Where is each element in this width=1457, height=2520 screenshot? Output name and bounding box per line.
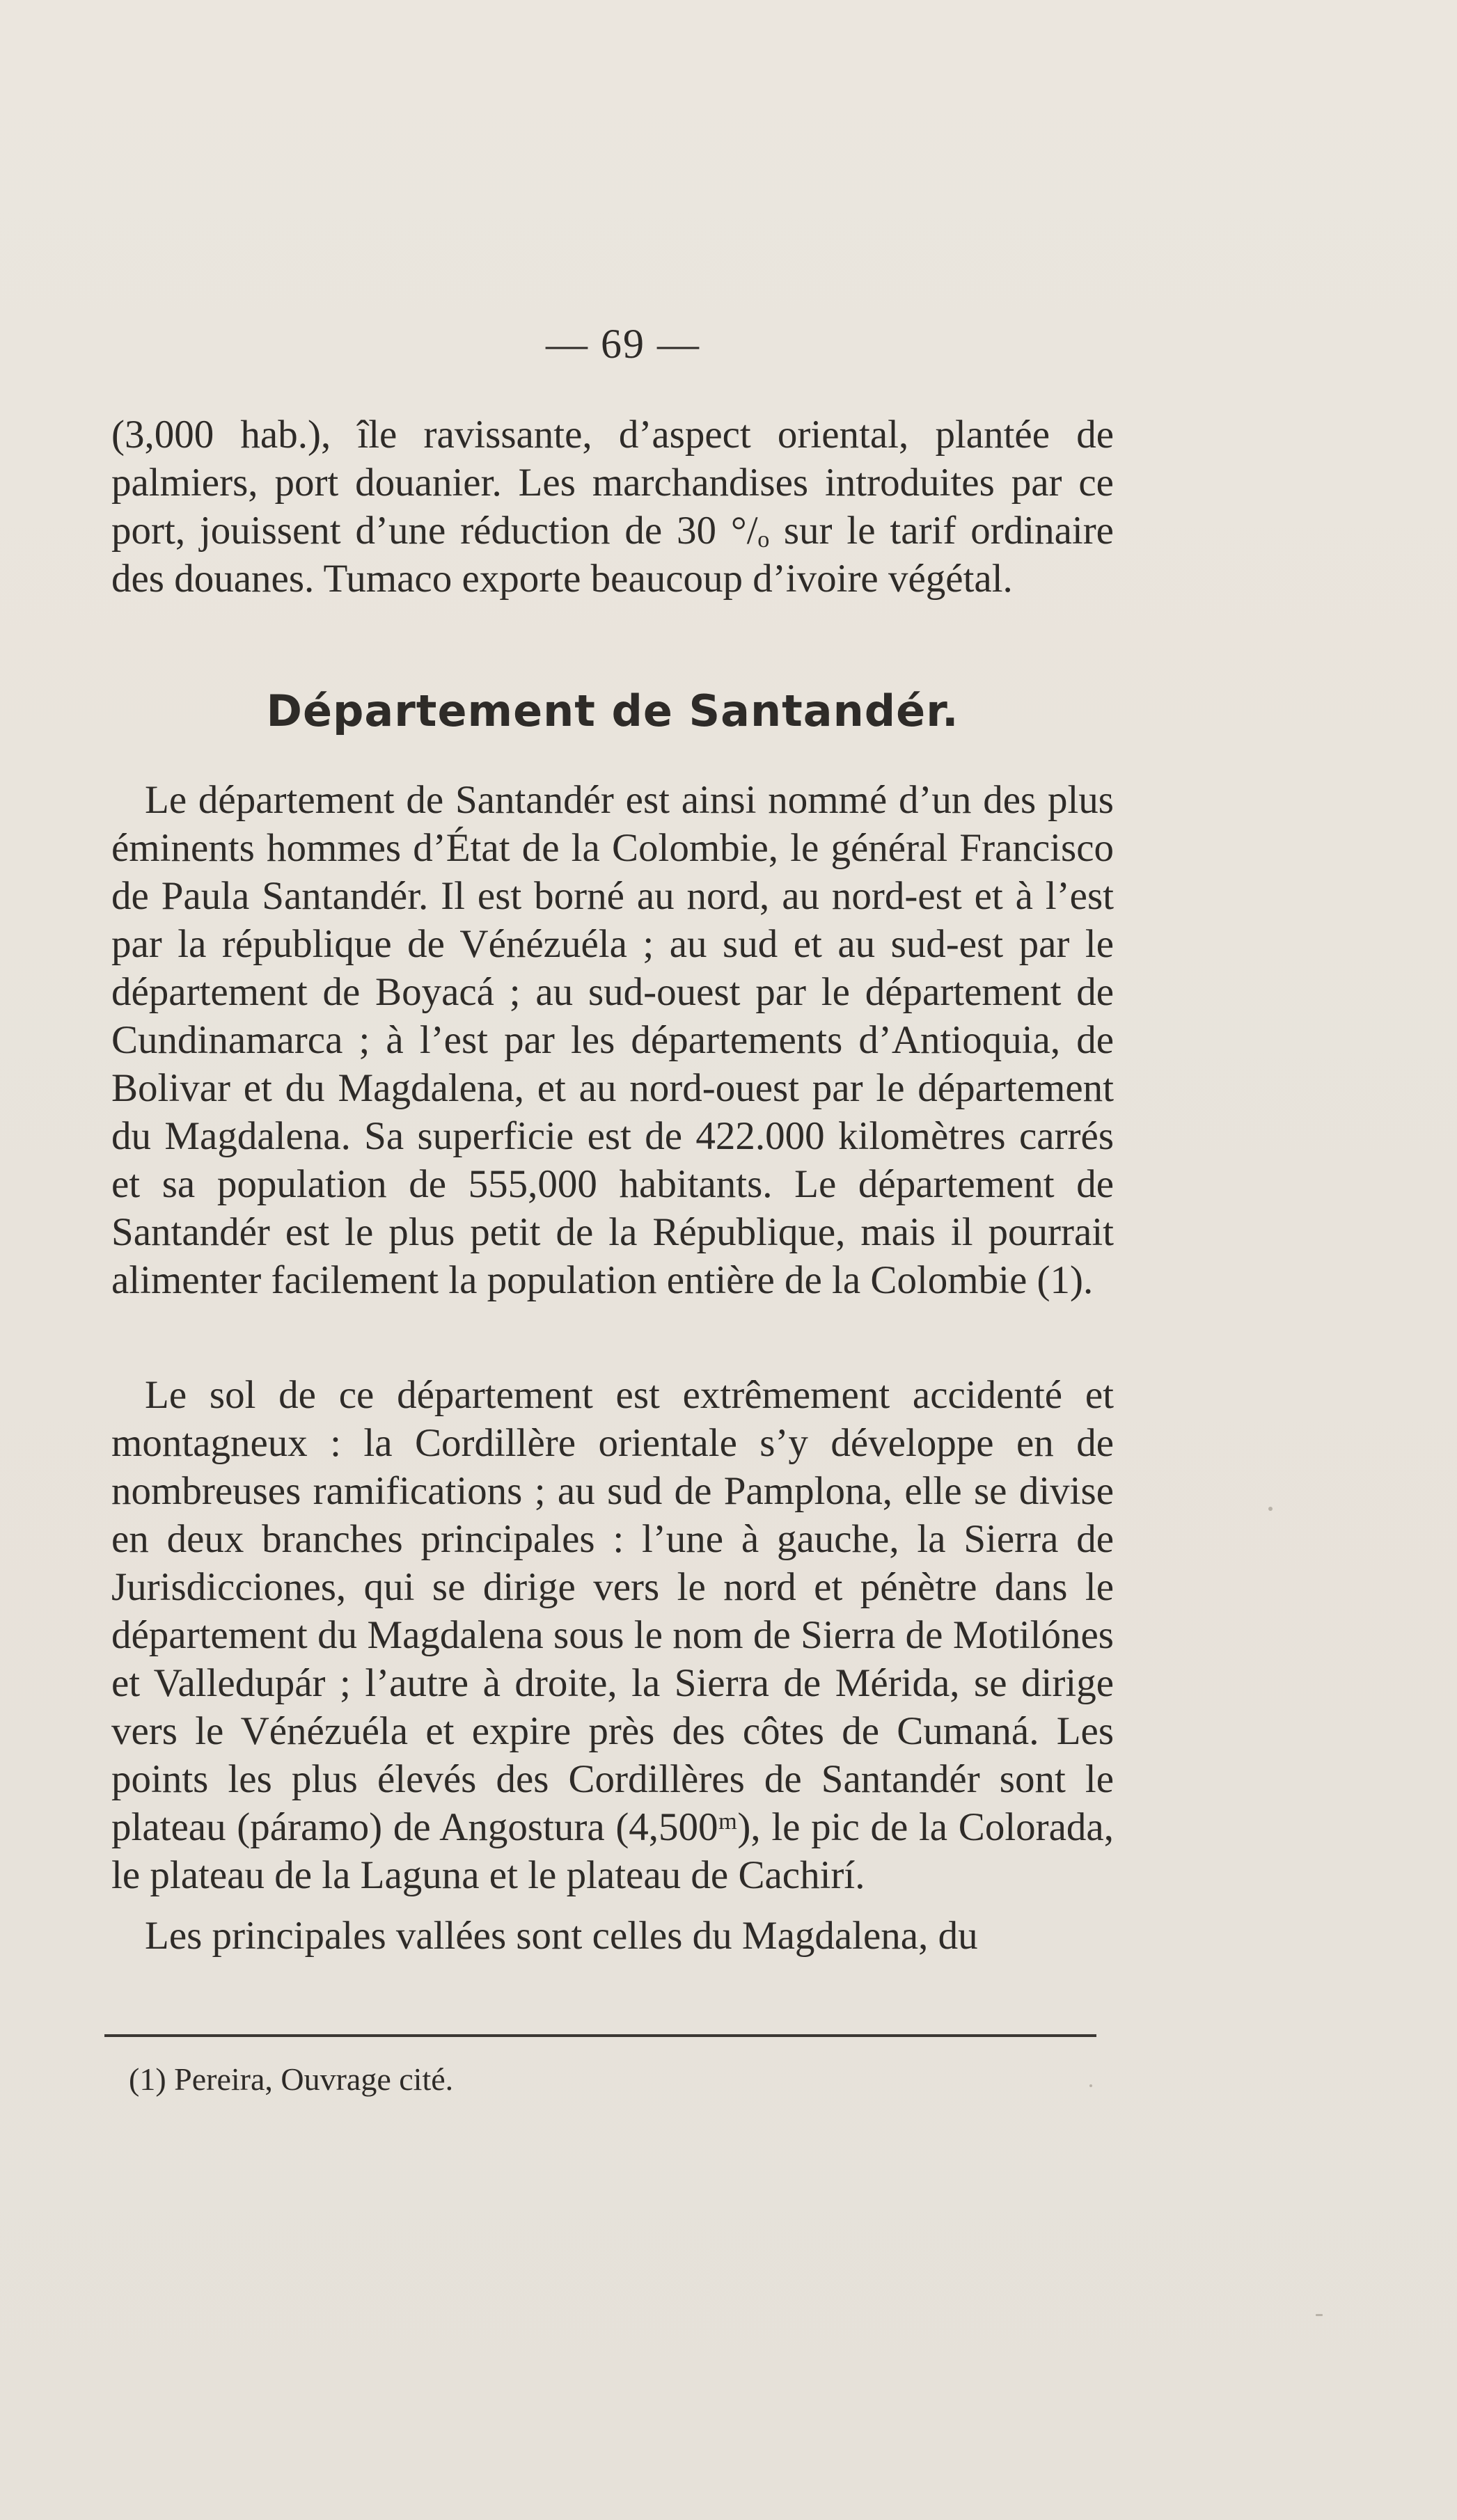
paragraph-department-intro: Le département de Santandér est ainsi nommé d’un des plus éminents hommes d’État de la Colombie, le général Francisco de Paula Santandér. Il est borné au nord, au nord-est et à l’est par la république de Vénézuéla ; au sud et au sud-est par le département de Boyacá ; au sud-ouest par le département de Cundinamarca ; à l’est par les départements d’Antioquia, de Bolivar et du Magdalena, et au nord-ouest par le département du Magdalena. Sa superficie est de 422.000 kilomètres carrés et sa population de 555,000 habitants. Le département de Santandér est le plus petit de la République, mais il pourrait alimenter facilement la population entière de la Colombie (1). (111, 778, 1114, 1302)
paragraph-continuation: (3,000 hab.), île ravissante, d’aspect oriental, plantée de palmiers, port douanier. Les marchandises introduites par ce port, jouissent d’une réduction de 30 °/ₒ sur le tarif ordinaire des douanes. Tumaco exporte beaucoup d’ivoire végétal. (111, 413, 1114, 601)
paper-speck (1089, 2084, 1092, 2087)
footnote: (1) Pereira, Ouvrage cité. (129, 2061, 454, 2097)
section-heading: Département de Santandér. (266, 686, 959, 736)
page-number: — 69 — (546, 321, 700, 367)
paragraph-terrain: Le sol de ce département est extrêmement accidenté et montagneux : la Cordillère orientale s’y développe en de nombreuses ramifications ; au sud de Pamplona, elle se divise en deux branches principales : l’une à gauche, la Sierra de Jurisdicciones, qui se dirige vers le nord et pénètre dans le département du Magdalena sous le nom de Sierra de Motilónes et Valledupár ; l’autre à droite, la Sierra de Mérida, se dirige vers le Vénézuéla et expire près des côtes de Cumaná. Les points les plus élevés des Cordillères de Santandér sont le plateau (páramo) de Angostura (4,500ᵐ), le pic de la Colorada, le plateau de la Laguna et le plateau de Cachirí. (111, 1373, 1114, 1897)
paper-speck (1268, 1507, 1273, 1511)
paragraph-valleys: Les principales vallées sont celles du Magdalena, du (145, 1914, 978, 1958)
paper-speck (1316, 2314, 1323, 2316)
footnote-divider (104, 2034, 1096, 2037)
